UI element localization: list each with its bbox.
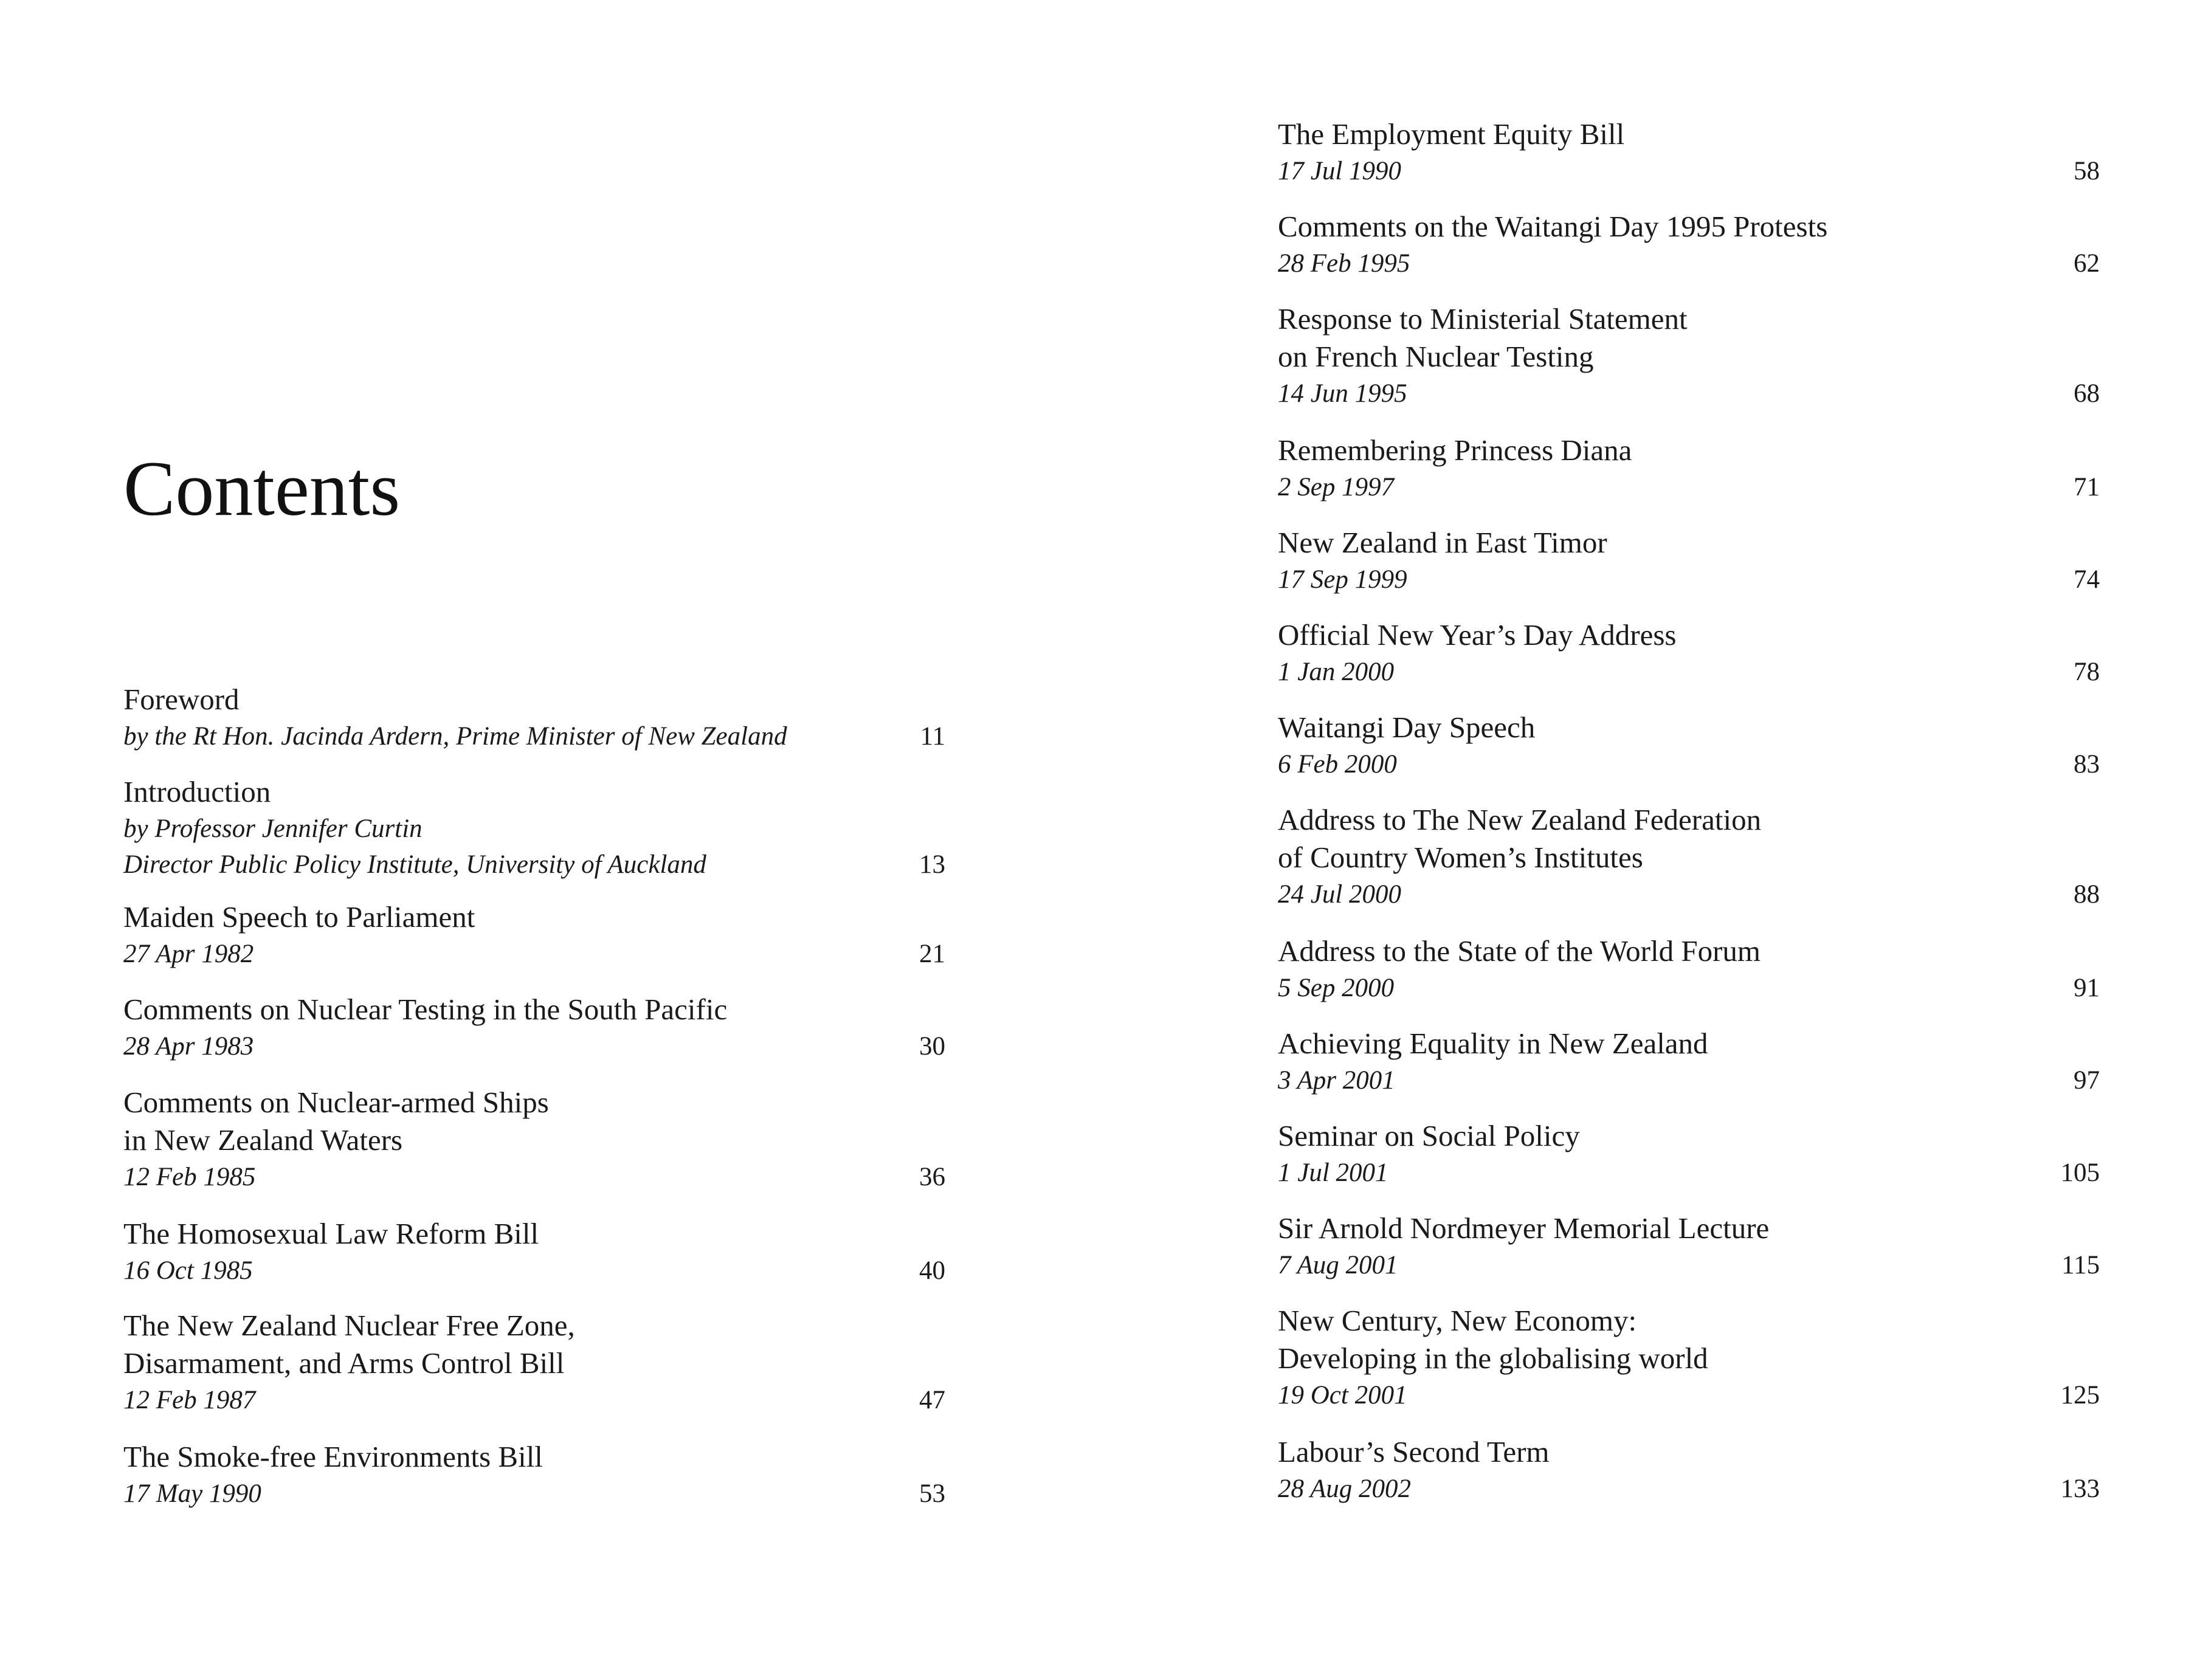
entry-date: 14 Jun 1995: [1278, 379, 1407, 408]
entry-date: 5 Sep 2000: [1278, 974, 1395, 1002]
toc-entry: [1278, 208, 2100, 281]
entry-date: 12 Feb 1987: [123, 1386, 256, 1414]
entry-date: 12 Feb 1985: [123, 1163, 256, 1191]
toc-entry: [123, 991, 945, 1064]
entry-page-number: 58: [2074, 157, 2100, 185]
entry-page-number: 78: [2074, 658, 2100, 686]
toc-entry: [123, 1084, 945, 1195]
entry-page-number: 13: [919, 850, 945, 879]
entry-title: in New Zealand Waters: [123, 1123, 403, 1157]
entry-title: New Zealand in East Timor: [1278, 526, 1607, 559]
entry-page-number: 47: [919, 1386, 945, 1414]
entry-title: Maiden Speech to Parliament: [123, 900, 475, 934]
entry-title: New Century, New Economy:: [1278, 1304, 1637, 1337]
entry-date: 17 May 1990: [123, 1479, 261, 1508]
entry-title: Address to The New Zealand Federation: [1278, 803, 1762, 836]
entry-page-number: 62: [2074, 249, 2100, 278]
toc-entry: [1278, 1210, 2100, 1283]
entry-title: of Country Women’s Institutes: [1278, 841, 1643, 874]
entry-date: 3 Apr 2001: [1278, 1066, 1395, 1095]
entry-title: The Employment Equity Bill: [1278, 117, 1625, 151]
entry-title: Sir Arnold Nordmeyer Memorial Lecture: [1278, 1211, 1770, 1245]
entry-title: The New Zealand Nuclear Free Zone,: [123, 1309, 575, 1342]
toc-entry: [1278, 1117, 2100, 1191]
toc-entry: [1278, 432, 2100, 505]
entry-title: Comments on the Waitangi Day 1995 Protests: [1278, 210, 1828, 243]
entry-date: 28 Apr 1983: [123, 1032, 254, 1061]
toc-entry: [1278, 616, 2100, 690]
toc-entry: [123, 1438, 945, 1512]
entry-title: Response to Ministerial Statement: [1278, 302, 1688, 336]
entry-date: 28 Feb 1995: [1278, 249, 1410, 278]
entry-page-number: 40: [919, 1256, 945, 1285]
entry-page-number: 88: [2074, 880, 2100, 909]
toc-entry: [123, 681, 945, 754]
entry-title: Comments on Nuclear-armed Ships: [123, 1086, 549, 1119]
entry-page-number: 21: [919, 940, 945, 968]
entry-date: 17 Jul 1990: [1278, 157, 1402, 185]
toc-entry: [1278, 801, 2100, 912]
toc-entry: [123, 773, 945, 883]
entry-title: The Smoke-free Environments Bill: [123, 1440, 543, 1473]
entry-page-number: 125: [2060, 1381, 2100, 1410]
entry-date: 19 Oct 2001: [1278, 1381, 1407, 1410]
entry-page-number: 133: [2060, 1475, 2100, 1503]
entry-page-number: 74: [2074, 565, 2100, 594]
entry-date: by the Rt Hon. Jacinda Ardern, Prime Minister of New Zealand: [123, 722, 787, 751]
toc-entry: [1278, 300, 2100, 411]
entry-page-number: 30: [919, 1032, 945, 1061]
entry-date: 7 Aug 2001: [1278, 1251, 1398, 1279]
entry-page-number: 115: [2061, 1251, 2100, 1279]
entry-title: Address to the State of the World Forum: [1278, 934, 1761, 968]
toc-entry: [123, 1307, 945, 1418]
page-title: Contents: [123, 446, 401, 532]
entry-title: on French Nuclear Testing: [1278, 340, 1594, 373]
entry-title: Introduction: [123, 775, 271, 808]
toc-entry: [1278, 524, 2100, 597]
entry-subtitle: by Professor Jennifer Curtin: [123, 814, 422, 843]
entry-title: The Homosexual Law Reform Bill: [123, 1217, 539, 1250]
entry-date: 1 Jul 2001: [1278, 1158, 1388, 1187]
entry-title: Disarmament, and Arms Control Bill: [123, 1346, 565, 1380]
entry-page-number: 53: [919, 1479, 945, 1508]
entry-title: Labour’s Second Term: [1278, 1435, 1550, 1468]
entry-date: 27 Apr 1982: [123, 940, 254, 968]
entry-title: Remembering Princess Diana: [1278, 433, 1632, 467]
entry-page-number: 105: [2060, 1158, 2100, 1187]
entry-page-number: 68: [2074, 379, 2100, 408]
entry-page-number: 97: [2074, 1066, 2100, 1095]
entry-title: Developing in the globalising world: [1278, 1341, 1708, 1375]
entry-title: Foreword: [123, 683, 240, 716]
entry-subtitle: Director Public Policy Institute, University of Auckland: [123, 850, 706, 879]
toc-entry: [1278, 1302, 2100, 1413]
entry-title: Achieving Equality in New Zealand: [1278, 1027, 1708, 1060]
entry-date: 2 Sep 1997: [1278, 473, 1395, 501]
entry-page-number: 11: [920, 722, 945, 751]
toc-entry: [1278, 1433, 2100, 1507]
toc-entry: [1278, 115, 2100, 189]
toc-entry: [1278, 709, 2100, 782]
entry-page-number: 91: [2074, 974, 2100, 1002]
entry-date: 24 Jul 2000: [1278, 880, 1402, 909]
entry-title: Waitangi Day Speech: [1278, 711, 1536, 744]
entry-page-number: 83: [2074, 750, 2100, 779]
entry-date: 28 Aug 2002: [1278, 1475, 1411, 1503]
entry-page-number: 71: [2074, 473, 2100, 501]
entry-date: 17 Sep 1999: [1278, 565, 1407, 594]
entry-date: 1 Jan 2000: [1278, 658, 1395, 686]
entry-page-number: 36: [919, 1163, 945, 1191]
entry-title: Official New Year’s Day Address: [1278, 618, 1677, 652]
toc-entry: [123, 898, 945, 972]
entry-date: 16 Oct 1985: [123, 1256, 253, 1285]
toc-entry: [1278, 1025, 2100, 1098]
toc-entry: [1278, 932, 2100, 1006]
entry-title: Seminar on Social Policy: [1278, 1119, 1580, 1152]
toc-entry: [123, 1215, 945, 1289]
entry-date: 6 Feb 2000: [1278, 750, 1397, 779]
entry-title: Comments on Nuclear Testing in the South Pacific: [123, 993, 728, 1026]
